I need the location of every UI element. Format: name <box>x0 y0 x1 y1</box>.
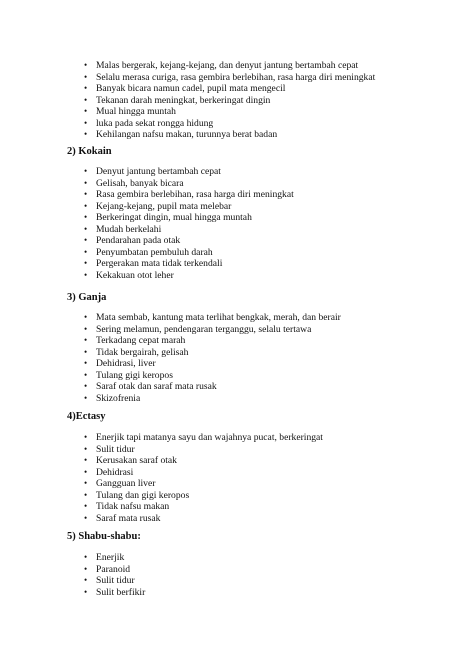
bullet-icon: • <box>84 246 88 257</box>
bullet-icon: • <box>84 552 88 562</box>
section-heading-shabu-shabu: 5) Shabu-shabu: <box>67 531 141 542</box>
section-continued <box>0 60 474 141</box>
section-kokain <box>0 166 474 281</box>
bullet-icon: • <box>84 443 88 454</box>
bullet-icon: • <box>84 269 88 280</box>
list-item: • Terkadang cepat marah <box>84 335 186 346</box>
section-shabu-shabu <box>0 552 474 598</box>
list-item: • Selalu merasa curiga, rasa gembira berlebihan, rasa harga diri meningkat <box>84 71 376 83</box>
list-item: • Banyak bicara namun cadel, pupil mata mengecil <box>84 83 286 94</box>
bullet-icon: • <box>84 71 88 82</box>
bullet-icon: • <box>84 586 88 597</box>
bullet-list <box>0 552 474 598</box>
bullet-icon: • <box>84 223 88 234</box>
bullet-icon: • <box>84 177 88 188</box>
list-item: • Kekakuan otot leher <box>84 269 174 281</box>
bullet-icon: • <box>84 258 88 268</box>
section-heading-ectasy: 4)Ectasy <box>67 411 106 422</box>
section-heading-ganja: 3) Ganja <box>67 292 107 303</box>
list-item: • Rasa gembira berlebihan, rasa harga diri meningkat <box>84 189 294 200</box>
list-item: • Sulit tidur <box>84 575 135 586</box>
list-item: • Tekanan darah meningkat, berkeringat dingin <box>84 94 271 106</box>
bullet-icon: • <box>84 358 88 368</box>
list-item: • Mudah berkelahi <box>84 223 162 235</box>
bullet-icon: • <box>84 235 88 245</box>
list-item: • Pendarahan pada otak <box>84 235 181 246</box>
list-item: • Tidak bergairah, gelisah <box>84 346 189 358</box>
list-item: • Sulit tidur <box>84 443 135 455</box>
bullet-icon: • <box>84 94 88 105</box>
bullet-icon: • <box>84 166 88 176</box>
list-item: • Skizofrenia <box>84 392 141 404</box>
bullet-icon: • <box>84 106 88 116</box>
list-item: • Kerusakan saraf otak <box>84 455 177 466</box>
list-item: • Gangguan liver <box>84 478 156 489</box>
list-item: • Mual hingga muntah <box>84 106 176 117</box>
bullet-icon: • <box>84 189 88 199</box>
bullet-icon: • <box>84 346 88 357</box>
list-item: • Saraf mata rusak <box>84 512 161 524</box>
list-item: • Sulit berfikir <box>84 586 146 598</box>
bullet-icon: • <box>84 200 88 211</box>
list-item: • Tulang dan gigi keropos <box>84 489 190 501</box>
section-heading-kokain: 2) Kokain <box>67 146 112 157</box>
section-ectasy <box>0 432 474 524</box>
list-item: • luka pada sekat rongga hidung <box>84 117 214 129</box>
list-item: • Paranoid <box>84 563 131 575</box>
list-item: • Saraf otak dan saraf mata rusak <box>84 381 217 392</box>
bullet-list <box>0 60 474 141</box>
bullet-icon: • <box>84 512 88 523</box>
bullet-icon: • <box>84 501 88 511</box>
bullet-icon: • <box>84 117 88 128</box>
bullet-icon: • <box>84 129 88 139</box>
bullet-icon: • <box>84 381 88 391</box>
bullet-icon: • <box>84 432 88 442</box>
list-item: • Malas bergerak, kejang-kejang, dan denyut jantung bertambah cepat <box>84 60 359 71</box>
bullet-icon: • <box>84 478 88 488</box>
bullet-icon: • <box>84 575 88 585</box>
list-item: • Denyut jantung bertambah cepat <box>84 166 221 177</box>
bullet-icon: • <box>84 489 88 500</box>
list-item: • Dehidrasi <box>84 466 134 478</box>
list-item: • Pergerakan mata tidak terkendali <box>84 258 223 269</box>
bullet-icon: • <box>84 563 88 574</box>
bullet-icon: • <box>84 335 88 345</box>
list-item: • Dehidrasi, liver <box>84 358 156 369</box>
list-item: • Gelisah, banyak bicara <box>84 177 184 189</box>
bullet-icon: • <box>84 466 88 477</box>
list-item: • Mata sembab, kantung mata terlihat bengkak, merah, dan berair <box>84 312 341 323</box>
list-item: • Berkeringat dingin, mual hingga muntah <box>84 212 252 223</box>
list-item: • Sering melamun, pendengaran terganggu, selalu tertawa <box>84 323 312 335</box>
bullet-icon: • <box>84 392 88 403</box>
list-item: • Enerjik tapi matanya sayu dan wajahnya pucat, berkeringat <box>84 432 323 443</box>
list-item: • Kejang-kejang, pupil mata melebar <box>84 200 232 212</box>
bullet-icon: • <box>84 83 88 93</box>
list-item: • Tulang gigi keropos <box>84 369 173 381</box>
list-item: • Enerjik <box>84 552 125 563</box>
bullet-list <box>0 166 474 281</box>
list-item: • Tidak nafsu makan <box>84 501 170 512</box>
section-ganja <box>0 312 474 404</box>
bullet-icon: • <box>84 312 88 322</box>
bullet-icon: • <box>84 455 88 465</box>
bullet-icon: • <box>84 369 88 380</box>
bullet-icon: • <box>84 60 88 70</box>
list-item: • Penyumbatan pembuluh darah <box>84 246 213 258</box>
list-item: • Kehilangan nafsu makan, turunnya berat badan <box>84 129 278 140</box>
bullet-icon: • <box>84 323 88 334</box>
bullet-icon: • <box>84 212 88 222</box>
bullet-list <box>0 312 474 404</box>
bullet-list <box>0 432 474 524</box>
